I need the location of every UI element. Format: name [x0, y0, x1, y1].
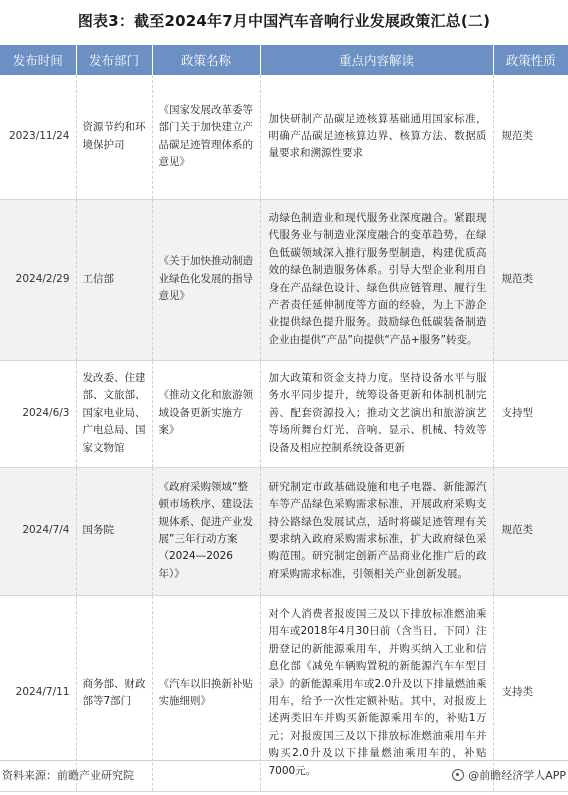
cell-date: 2024/7/11	[0, 595, 76, 791]
brand-credit	[452, 767, 566, 783]
cell-policy-name: 《国家发展改革委等部门关于加快建立产品碳足迹管理体系的意见》	[152, 75, 260, 199]
cell-content: 研究制定市政基础设施和电子电器、新能源汽车等产品绿色采购需求标准，开展政府采购支持公路绿色发展试点，适时将碳足迹管理有关要求纳入政府采购需求标准，扩大政府绿色采购范围。研究制定创新产品商业化推广后的政府采购需求标准，引领相关产业创新发展。	[260, 467, 493, 595]
cell-nature: 规范类	[493, 75, 568, 199]
table-header	[0, 45, 568, 75]
cell-policy-name: 《推动文化和旅游领域设备更新实施方案》	[152, 360, 260, 467]
policy-table	[0, 45, 568, 792]
table-row	[0, 467, 568, 595]
cell-policy-name: 《关于加快推动制造业绿色化发展的指导意见》	[152, 199, 260, 360]
header-date: 发布时间	[0, 45, 76, 75]
footer-divider	[0, 760, 568, 761]
cell-dept: 工信部	[76, 199, 152, 360]
cell-date: 2023/11/24	[0, 75, 76, 199]
cell-content: 动绿色制造业和现代服务业深度融合。紧跟现代服务业与制造业深度融合的变革趋势，在绿色低碳领域深入推行服务型制造，构建优质高效的绿色制造服务体系。引导大型企业利用自身在产品绿色设计、绿色供应链管理、履行生产者责任延伸制度等方面的经验，为上下游企业提供绿色提升服务。鼓励绿色低碳装备制造企业由提供“产品”向提供“产品+服务”转变。	[260, 199, 493, 360]
table-row	[0, 75, 568, 199]
header-name: 政策名称	[152, 45, 260, 75]
cell-content: 加快研制产品碳足迹核算基础通用国家标准，明确产品碳足迹核算边界、核算方法、数据质量要求和溯源性要求	[260, 75, 493, 199]
cell-date: 2024/2/29	[0, 199, 76, 360]
cell-date: 2024/7/4	[0, 467, 76, 595]
header-dept: 发布部门	[76, 45, 152, 75]
brand-label: @前瞻经济学人APP	[468, 769, 566, 782]
source-note: 资料来源：前瞻产业研究院	[2, 769, 134, 782]
cell-dept: 商务部、财政部等7部门	[76, 595, 152, 791]
cell-dept: 发改委、住建部、文旅部、国家电业局、广电总局、国家文物馆	[76, 360, 152, 467]
cell-policy-name: 《政府采购领域“整顿市场秩序、建设法规体系、促进产业发展”三年行动方案（2024—2026年）》	[152, 467, 260, 595]
cell-content: 对个人消费者报废国三及以下排放标准燃油乘用车或2018年4月30日前（含当日，下同）注册登记的新能源乘用车，并购买纳入工业和信息化部《减免车辆购置税的新能源汽车车型目录》的新能源乘用车或2.0升及以下排量燃油乘用车，给予一次性定额补贴。其中，对报废上述两类旧车并购买新能源乘用车的，补贴1万元；对报废国三及以下排放标准燃油乘用车并购买2.0升及以下排量燃油乘用车的，补贴7000元。	[260, 595, 493, 791]
cell-content: 加大政策和资金支持力度。坚持设备水平与服务水平同步提升，统筹设备更新和体制机制完善、配套资源投入；推动文艺演出和旅游演艺等场所舞台灯光、音响、显示、机械、特效等设备及相应控制系统设备更新	[260, 360, 493, 467]
cell-policy-name: 《汽车以旧换新补贴实施细则》	[152, 595, 260, 791]
cell-nature: 支持型	[493, 360, 568, 467]
header-nature: 政策性质	[493, 45, 568, 75]
cell-nature: 支持类	[493, 595, 568, 791]
cell-nature: 规范类	[493, 467, 568, 595]
cell-nature: 规范类	[493, 199, 568, 360]
circle-logo-icon	[452, 769, 464, 781]
table-row	[0, 199, 568, 360]
cell-date: 2024/6/3	[0, 360, 76, 467]
page-title: 图表3：截至2024年7月中国汽车音响行业发展政策汇总(二)	[77, 11, 491, 30]
table-row	[0, 360, 568, 467]
cell-dept: 资源节约和环境保护司	[76, 75, 152, 199]
header-content: 重点内容解读	[260, 45, 493, 75]
footer	[0, 762, 568, 788]
cell-dept: 国务院	[76, 467, 152, 595]
